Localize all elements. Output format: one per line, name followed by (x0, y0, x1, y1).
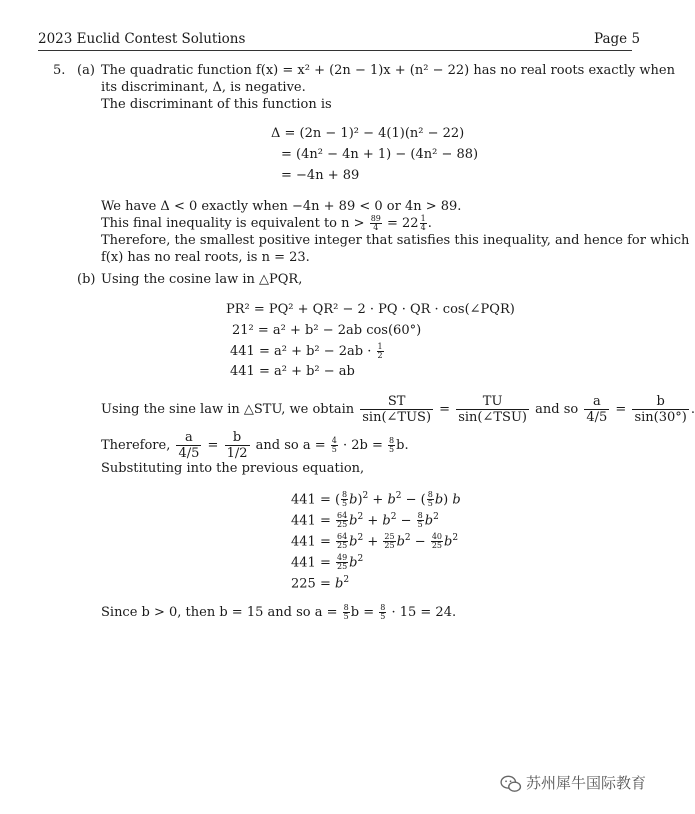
part-a-line-1: We have Δ < 0 exactly when −4n + 89 < 0 or 4n > 89. (101, 199, 462, 214)
sub-eq-line-2: 441 = $\frac{64}{25}$ $b^2 + b^2$ − $\frac{8}{5}$ $b^2$ (291, 511, 439, 530)
part-a-line-3: Therefore, the smallest positive integer that satisfies this inequality, and hence for which (101, 233, 690, 248)
sub-eq-line-4: 441 = $\frac{49}{25}$ $b^2$ (291, 553, 364, 572)
sine-law-line: Using the sine law in △STU, we obtain $\frac{ST}{\text{sin(∠TUS)}}$ = $\frac{TU}{\text{sin(∠TSU)}}$ and so $\frac{a}{4/5}$ = $\frac{b}{\sin(30^\circ)}$ . (101, 394, 695, 425)
page-number: Page 5 (594, 31, 641, 47)
disc-eq-line-2: = (4n² − 4n + 1) − (4n² − 88) (281, 147, 479, 162)
watermark (500, 772, 646, 793)
part-a-line-4: f(x) has no real roots, is n = 23. (101, 250, 310, 265)
watermark-text: 苏州犀牛国际教育 (526, 774, 647, 792)
part-b-label: (b) (77, 272, 96, 287)
problem-number: 5. (53, 63, 66, 78)
sub-eq-line-3: 441 = $\frac{64}{25}$ $b^2$ + $\frac{25}{25}$ $b^2$ − $\frac{40}{25}$ $b^2$ (291, 532, 459, 551)
part-a-intro-2: its discriminant, Δ, is negative. (101, 80, 306, 95)
part-a-label: (a) (77, 63, 95, 78)
header-title: 2023 Euclid Contest Solutions (38, 31, 246, 47)
disc-eq-line-1: Δ = (2n − 1)² − 4(1)(n² − 22) (271, 126, 465, 141)
wechat-icon (500, 775, 522, 793)
substituting-line: Substituting into the previous equation, (101, 461, 365, 476)
disc-eq-line-3: = −4n + 89 (281, 168, 360, 183)
cos-eq-line-4: 441 = a² + b² − ab (230, 364, 355, 379)
part-b-intro: Using the cosine law in △PQR, (101, 272, 303, 287)
cos-eq-line-2: 21² = a² + b² − 2ab cos(60°) (232, 323, 422, 338)
sub-eq-line-5: $225 = b^2$ (291, 575, 350, 592)
part-a-intro-1: The quadratic function f(x) = x² + (2n − 1)x + (n² − 22) has no real roots exactly when (101, 63, 675, 78)
part-a-intro-3: The discriminant of this function is (101, 97, 332, 112)
final-line: Since b > 0, then b = 15 and so a = $\frac{8}{5}$ b = $\frac{8}{5}$ · 15 = 24. (101, 603, 457, 621)
header-rule (38, 50, 632, 51)
part-a-line-2: This final inequality is equivalent to n > $\frac{89}{4}$ = 22 $\frac{1}{4}$ . (101, 214, 432, 232)
cos-eq-line-1: PR² = PQ² + QR² − 2 · PQ · QR · cos(∠PQR) (226, 302, 515, 317)
sub-eq-line-1: 441 = ( $\frac{8}{5}$ $b)^2 + b^2$ − ( $\frac{8}{5}$ b) b (291, 490, 461, 509)
cos-eq-line-3: 441 = a² + b² − 2ab · $\frac{1}{2}$ (230, 342, 383, 360)
therefore-line: Therefore, $\frac{a}{4/5}$ = $\frac{b}{1/2}$ and so a = $\frac{4}{5}$ · 2b = $\frac{8}{5}$ b. (101, 430, 409, 461)
